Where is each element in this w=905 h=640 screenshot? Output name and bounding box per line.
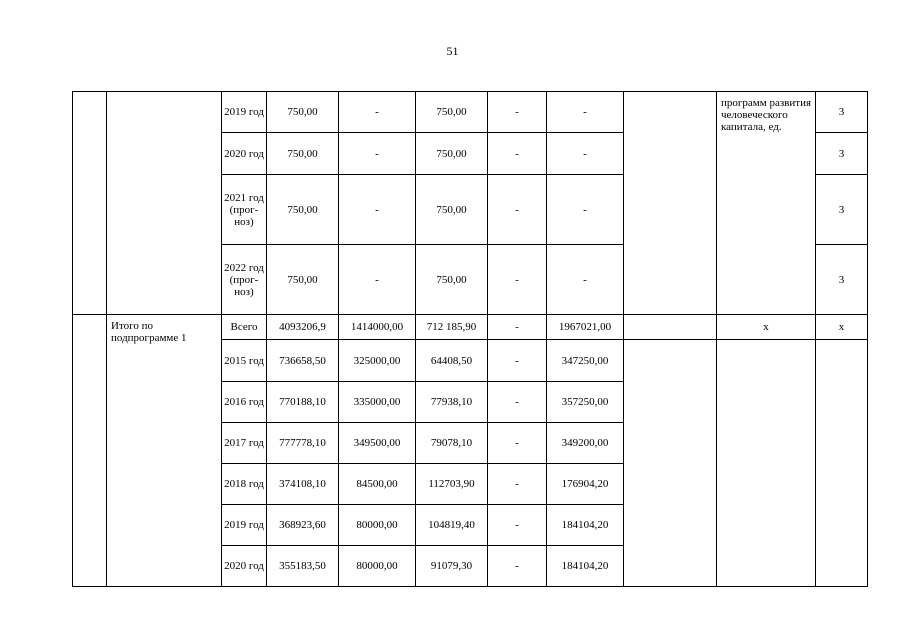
total-cell: 355183,50 [267,546,339,587]
page-number: 51 [446,44,459,58]
regional-cell: 750,00 [416,133,488,175]
regional-cell: 750,00 [416,245,488,315]
indicator-value-cell: 3 [816,92,868,133]
total-cell: 750,00 [267,92,339,133]
year-cell: 2020 год [222,546,267,587]
other-cell: 184104,20 [547,505,624,546]
regional-cell: 112703,90 [416,464,488,505]
executor-cell [624,340,717,587]
total-cell: 750,00 [267,175,339,245]
regional-cell: 750,00 [416,92,488,133]
year-cell: 2021 год (прог-ноз) [222,175,267,245]
local-cell: - [488,546,547,587]
other-cell: 347250,00 [547,340,624,382]
local-cell: - [488,92,547,133]
federal-cell: 1414000,00 [339,315,416,340]
indicator-value-cell [816,340,868,587]
federal-cell: 325000,00 [339,340,416,382]
federal-cell: 80000,00 [339,505,416,546]
subprogram-total-label: Итого по подпрограмме 1 [107,315,222,587]
total-cell: 777778,10 [267,423,339,464]
other-cell: - [547,175,624,245]
local-cell: - [488,340,547,382]
federal-cell: 80000,00 [339,546,416,587]
other-cell: - [547,133,624,175]
other-cell: 349200,00 [547,423,624,464]
year-cell: 2015 год [222,340,267,382]
year-cell: 2019 год [222,92,267,133]
regional-cell: 104819,40 [416,505,488,546]
num-cell [73,315,107,587]
total-cell: 368923,60 [267,505,339,546]
other-cell: - [547,92,624,133]
year-cell: 2016 год [222,382,267,423]
year-cell: 2018 год [222,464,267,505]
local-cell: - [488,464,547,505]
total-cell: 750,00 [267,245,339,315]
budget-table [72,91,868,587]
regional-cell: 91079,30 [416,546,488,587]
local-cell: - [488,133,547,175]
federal-cell: 84500,00 [339,464,416,505]
year-cell: 2017 год [222,423,267,464]
table-row [73,92,868,133]
federal-cell: 349500,00 [339,423,416,464]
indicator-value-cell: 3 [816,133,868,175]
name-cell [107,92,222,315]
local-cell: - [488,423,547,464]
regional-cell: 64408,50 [416,340,488,382]
federal-cell: - [339,175,416,245]
total-cell: 736658,50 [267,340,339,382]
other-cell: 357250,00 [547,382,624,423]
year-cell: 2019 год [222,505,267,546]
indicator-value-cell: х [816,315,868,340]
regional-cell: 79078,10 [416,423,488,464]
executor-cell [624,92,717,315]
year-cell: 2022 год (прог-ноз) [222,245,267,315]
local-cell: - [488,382,547,423]
total-cell: 4093206,9 [267,315,339,340]
federal-cell: - [339,133,416,175]
indicator-cell [717,340,816,587]
local-cell: - [488,245,547,315]
year-cell: 2020 год [222,133,267,175]
other-cell: 176904,20 [547,464,624,505]
total-cell: 374108,10 [267,464,339,505]
executor-cell [624,315,717,340]
other-cell: 184104,20 [547,546,624,587]
table-row-total [73,315,868,340]
local-cell: - [488,175,547,245]
year-cell: Всего [222,315,267,340]
total-cell: 770188,10 [267,382,339,423]
regional-cell: 750,00 [416,175,488,245]
total-cell: 750,00 [267,133,339,175]
indicator-value-cell: 3 [816,175,868,245]
federal-cell: - [339,245,416,315]
local-cell: - [488,315,547,340]
local-cell: - [488,505,547,546]
num-cell [73,92,107,315]
regional-cell: 77938,10 [416,382,488,423]
federal-cell: 335000,00 [339,382,416,423]
indicator-cell: х [717,315,816,340]
indicator-cell: программ развития человеческого капитала, ед. [717,92,816,315]
regional-cell: 712 185,90 [416,315,488,340]
federal-cell: - [339,92,416,133]
indicator-value-cell: 3 [816,245,868,315]
other-cell: 1967021,00 [547,315,624,340]
other-cell: - [547,245,624,315]
